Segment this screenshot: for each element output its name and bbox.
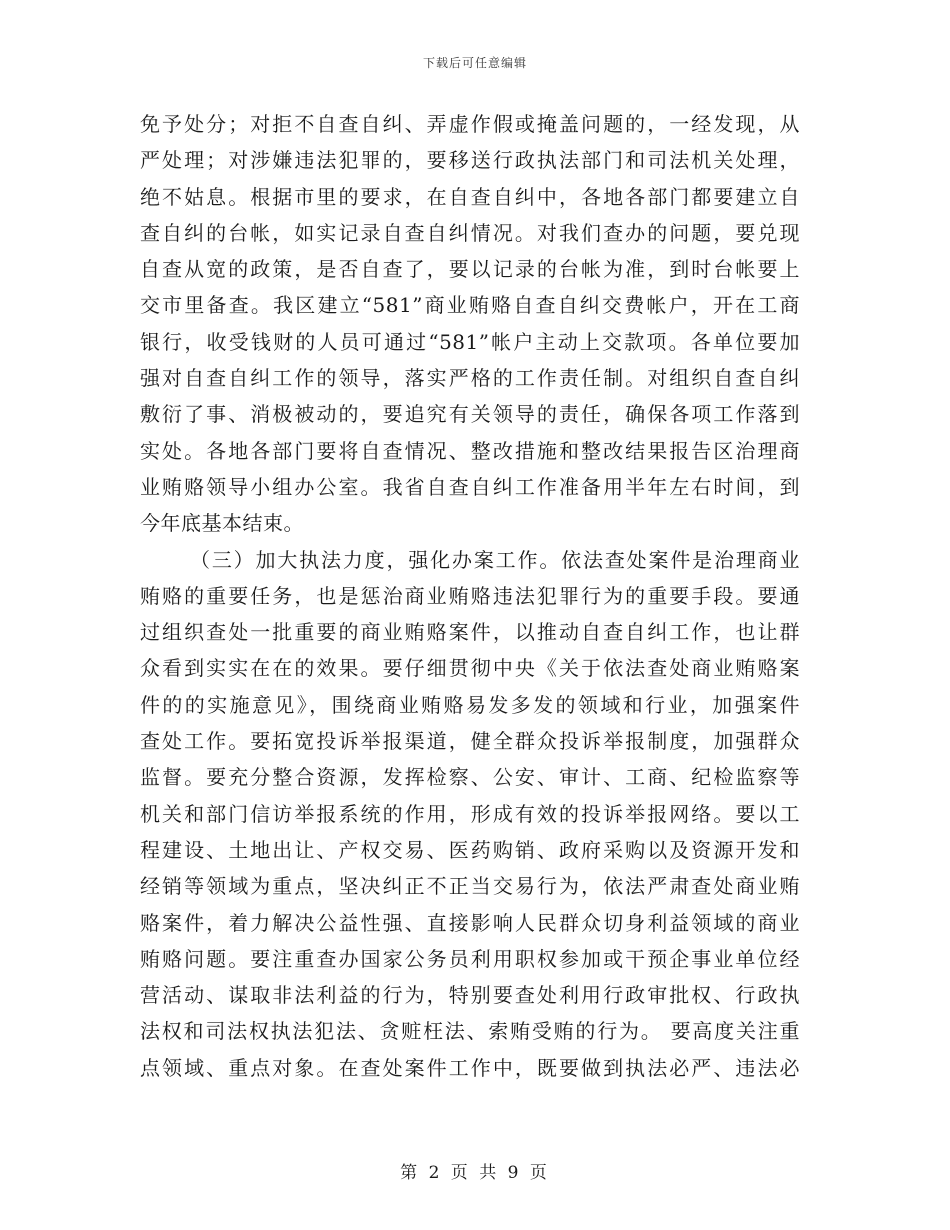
text-line: 银行，收受钱财的人员可通过“581”帐户主动上交款项。各单位要加 — [140, 329, 800, 354]
text-line: 机关和部门信访举报系统的作用，形成有效的投诉举报网络。要以工 — [140, 801, 800, 826]
text-line: 免予处分；对拒不自查自纠、弄虚作假或掩盖问题的，一经发现，从 — [140, 112, 800, 136]
text-line: 过组织查处一批重要的商业贿赂案件，以推动自查自纠工作，也让群 — [140, 620, 800, 645]
text-line: 贿赂问题。要注重查办国家公务员利用职权参加或干预企事业单位经 — [140, 946, 800, 971]
text-line: 经销等领域为重点，坚决纠正不正当交易行为，依法严肃查处商业贿 — [140, 874, 800, 899]
text-line: 营活动、谋取非法利益的行为，特别要查处利用行政审批权、行政执 — [140, 983, 800, 1008]
text-line: 监督。要充分整合资源，发挥检察、公安、审计、工商、纪检监察等 — [140, 765, 800, 790]
text-line: （三）加大执法力度，强化办案工作。依法查处案件是治理商业 — [190, 547, 800, 572]
paragraph-2 — [140, 542, 800, 1086]
text-line: 查自纠的台帐，如实记录自查自纠情况。对我们查办的问题，要兑现 — [140, 220, 800, 245]
paragraph-1 — [140, 106, 800, 542]
document-body — [140, 106, 800, 1086]
page-header: 下载后可任意编辑 — [422, 56, 527, 70]
text-line: 众看到实实在在的效果。要仔细贯彻中央《关于依法查处商业贿赂案 — [140, 656, 800, 681]
text-line: 业贿赂领导小组办公室。我省自查自纠工作准备用半年左右时间，到 — [140, 474, 800, 499]
text-line: 贿赂的重要任务，也是惩治商业贿赂违法犯罪行为的重要手段。要通 — [140, 583, 800, 608]
text-line: 程建设、土地出让、产权交易、医药购销、政府采购以及资源开发和 — [140, 837, 800, 862]
text-line: 绝不姑息。根据市里的要求，在自查自纠中，各地各部门都要建立自 — [140, 184, 800, 209]
text-line: 点领域、重点对象。在查处案件工作中，既要做到执法必严、违法必 — [140, 1055, 800, 1080]
text-line: 敷衍了事、消极被动的，要追究有关领导的责任，确保各项工作落到 — [140, 402, 800, 427]
text-line: 今年底基本结束。 — [140, 511, 304, 536]
text-line: 法权和司法权执法犯法、贪赃枉法、索贿受贿的行为。 要高度关注重 — [140, 1019, 800, 1044]
text-line: 赂案件，着力解决公益性强、直接影响人民群众切身利益领域的商业 — [140, 910, 800, 935]
text-line: 交市里备查。我区建立“581”商业贿赂自查自纠交费帐户，开在工商 — [140, 293, 800, 318]
page-number-footer: 第 2 页 共 9 页 — [400, 1163, 550, 1183]
text-line: 强对自查自纠工作的领导，落实严格的工作责任制。对组织自查自纠 — [140, 366, 800, 391]
text-line: 实处。各地各部门要将自查情况、整改措施和整改结果报告区治理商 — [140, 438, 800, 463]
text-line: 严处理；对涉嫌违法犯罪的，要移送行政执法部门和司法机关处理， — [140, 148, 800, 173]
text-line: 查处工作。要拓宽投诉举报渠道，健全群众投诉举报制度，加强群众 — [140, 729, 800, 754]
text-line: 自查从宽的政策，是否自查了，要以记录的台帐为准，到时台帐要上 — [140, 257, 800, 282]
text-line: 件的的实施意见》，围绕商业贿赂易发多发的领域和行业，加强案件 — [140, 692, 800, 717]
